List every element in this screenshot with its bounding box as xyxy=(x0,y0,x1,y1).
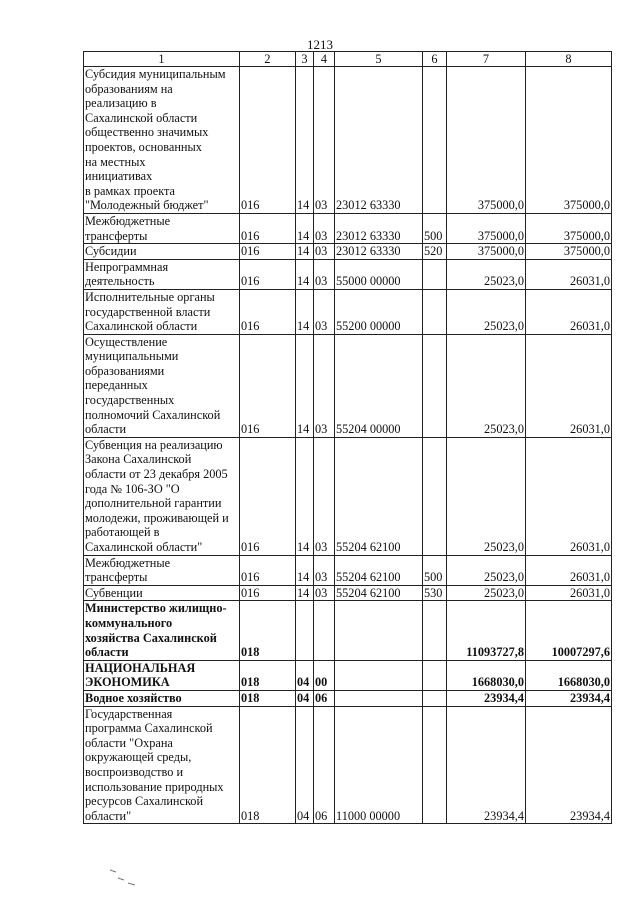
row-name-cell: Водное хозяйство xyxy=(84,690,240,706)
row-value-cell: 375000,0 xyxy=(447,213,526,243)
row-name-cell: Субвенции xyxy=(84,585,240,601)
row-value-cell: 03 xyxy=(314,334,335,437)
table-row xyxy=(84,67,612,214)
row-value-cell: 016 xyxy=(240,67,296,214)
row-value-cell: 018 xyxy=(240,706,296,824)
column-header: 4 xyxy=(314,52,335,67)
row-value-cell: 1668030,0 xyxy=(447,660,526,690)
row-value-cell: 016 xyxy=(240,585,296,601)
row-value-cell: 530 xyxy=(423,585,447,601)
table-row xyxy=(84,690,612,706)
row-value-cell: 26031,0 xyxy=(526,289,612,334)
row-value-cell: 55204 00000 xyxy=(335,334,423,437)
row-value-cell: 14 xyxy=(296,334,314,437)
row-name-cell: Государственная программа Сахалинской области "Охрана окружающей среды, воспроизводство и использование природных ресурсов Сахалинской области" xyxy=(84,706,240,824)
row-value-cell: 03 xyxy=(314,555,335,585)
column-header: 5 xyxy=(335,52,423,67)
row-value-cell: 375000,0 xyxy=(447,67,526,214)
row-value-cell: 03 xyxy=(314,585,335,601)
row-value-cell: 520 xyxy=(423,244,447,260)
row-value-cell xyxy=(423,660,447,690)
row-value-cell: 375000,0 xyxy=(447,244,526,260)
row-value-cell: 03 xyxy=(314,289,335,334)
table-row xyxy=(84,259,612,289)
row-value-cell: 016 xyxy=(240,244,296,260)
row-value-cell: 03 xyxy=(314,437,335,555)
column-header: 2 xyxy=(240,52,296,67)
row-value-cell: 016 xyxy=(240,334,296,437)
row-value-cell: 26031,0 xyxy=(526,259,612,289)
row-value-cell: 11000 00000 xyxy=(335,706,423,824)
row-value-cell: 23012 63330 xyxy=(335,67,423,214)
table-row xyxy=(84,334,612,437)
row-name-cell: Непрограммная деятельность xyxy=(84,259,240,289)
row-name-cell: Исполнительные органы государственной власти Сахалинской области xyxy=(84,289,240,334)
column-header: 7 xyxy=(447,52,526,67)
row-value-cell: 375000,0 xyxy=(526,244,612,260)
row-value-cell: 03 xyxy=(314,213,335,243)
row-value-cell: 375000,0 xyxy=(526,67,612,214)
row-value-cell: 25023,0 xyxy=(447,334,526,437)
header-row xyxy=(84,52,612,67)
row-value-cell: 26031,0 xyxy=(526,585,612,601)
row-value-cell: 23934,4 xyxy=(447,690,526,706)
table-row xyxy=(84,213,612,243)
column-header: 8 xyxy=(526,52,612,67)
row-value-cell: 25023,0 xyxy=(447,585,526,601)
row-value-cell: 11093727,8 xyxy=(447,601,526,660)
row-value-cell: 14 xyxy=(296,244,314,260)
row-value-cell: 14 xyxy=(296,437,314,555)
row-value-cell: 375000,0 xyxy=(526,213,612,243)
row-value-cell: 25023,0 xyxy=(447,437,526,555)
row-value-cell: 26031,0 xyxy=(526,334,612,437)
row-value-cell: 14 xyxy=(296,289,314,334)
row-value-cell: 23012 63330 xyxy=(335,244,423,260)
row-value-cell xyxy=(335,660,423,690)
row-value-cell: 25023,0 xyxy=(447,259,526,289)
column-header: 6 xyxy=(423,52,447,67)
row-value-cell: 55200 00000 xyxy=(335,289,423,334)
row-value-cell xyxy=(423,259,447,289)
row-value-cell: 10007297,6 xyxy=(526,601,612,660)
row-name-cell: Субвенция на реализацию Закона Сахалинской области от 23 декабря 2005 года № 106-ЗО "О дополнительной гарантии молодежи, проживающей и работающей в Сахалинской области" xyxy=(84,437,240,555)
row-value-cell: 23934,4 xyxy=(526,706,612,824)
row-value-cell: 23934,4 xyxy=(526,690,612,706)
row-value-cell: 14 xyxy=(296,259,314,289)
row-value-cell xyxy=(335,601,423,660)
row-value-cell xyxy=(423,601,447,660)
row-value-cell: 018 xyxy=(240,601,296,660)
row-value-cell: 04 xyxy=(296,706,314,824)
row-value-cell: 55000 00000 xyxy=(335,259,423,289)
row-name-cell: Субсидия муниципальным образованиям на реализацию в Сахалинской области общественно значимых проектов, основанных на местных инициативах в рамках проекта "Молодежный бюджет" xyxy=(84,67,240,214)
table-row xyxy=(84,244,612,260)
row-value-cell: 14 xyxy=(296,67,314,214)
table-row xyxy=(84,660,612,690)
row-value-cell: 25023,0 xyxy=(447,555,526,585)
row-value-cell xyxy=(314,601,335,660)
table-row xyxy=(84,437,612,555)
row-value-cell: 03 xyxy=(314,244,335,260)
row-value-cell: 016 xyxy=(240,555,296,585)
row-value-cell: 14 xyxy=(296,555,314,585)
row-value-cell: 23934,4 xyxy=(447,706,526,824)
row-value-cell: 500 xyxy=(423,213,447,243)
row-value-cell: 06 xyxy=(314,706,335,824)
row-value-cell xyxy=(423,334,447,437)
row-value-cell: 25023,0 xyxy=(447,289,526,334)
row-value-cell: 26031,0 xyxy=(526,437,612,555)
row-value-cell xyxy=(423,690,447,706)
row-value-cell: 55204 62100 xyxy=(335,585,423,601)
row-name-cell: Межбюджетные трансферты xyxy=(84,213,240,243)
row-value-cell: 23012 63330 xyxy=(335,213,423,243)
row-value-cell: 04 xyxy=(296,690,314,706)
row-value-cell: 14 xyxy=(296,213,314,243)
row-value-cell xyxy=(423,706,447,824)
table-row xyxy=(84,585,612,601)
column-header: 3 xyxy=(296,52,314,67)
row-value-cell: 018 xyxy=(240,660,296,690)
row-value-cell: 06 xyxy=(314,690,335,706)
page-number: 1213 xyxy=(307,37,333,52)
budget-table xyxy=(83,51,612,824)
row-value-cell: 016 xyxy=(240,437,296,555)
row-name-cell: НАЦИОНАЛЬНАЯ ЭКОНОМИКА xyxy=(84,660,240,690)
row-value-cell: 04 xyxy=(296,660,314,690)
row-value-cell: 55204 62100 xyxy=(335,555,423,585)
table-row xyxy=(84,555,612,585)
row-name-cell: Министерство жилищно- коммунального хозяйства Сахалинской области xyxy=(84,601,240,660)
table-row xyxy=(84,706,612,824)
table-row xyxy=(84,601,612,660)
row-name-cell: Осуществление муниципальными образованиями переданных государственных полномочий Сахалинской области xyxy=(84,334,240,437)
row-value-cell: 018 xyxy=(240,690,296,706)
row-value-cell xyxy=(335,690,423,706)
scan-mark-icon xyxy=(108,866,138,886)
row-name-cell: Межбюджетные трансферты xyxy=(84,555,240,585)
row-value-cell: 03 xyxy=(314,67,335,214)
row-value-cell: 14 xyxy=(296,585,314,601)
row-value-cell: 55204 62100 xyxy=(335,437,423,555)
row-value-cell: 016 xyxy=(240,259,296,289)
table-row xyxy=(84,289,612,334)
row-value-cell: 00 xyxy=(314,660,335,690)
row-value-cell: 03 xyxy=(314,259,335,289)
row-value-cell: 016 xyxy=(240,213,296,243)
row-value-cell: 1668030,0 xyxy=(526,660,612,690)
row-value-cell xyxy=(423,437,447,555)
row-name-cell: Субсидии xyxy=(84,244,240,260)
row-value-cell: 500 xyxy=(423,555,447,585)
column-header: 1 xyxy=(84,52,240,67)
row-value-cell: 26031,0 xyxy=(526,555,612,585)
row-value-cell: 016 xyxy=(240,289,296,334)
row-value-cell xyxy=(296,601,314,660)
row-value-cell xyxy=(423,67,447,214)
row-value-cell xyxy=(423,289,447,334)
